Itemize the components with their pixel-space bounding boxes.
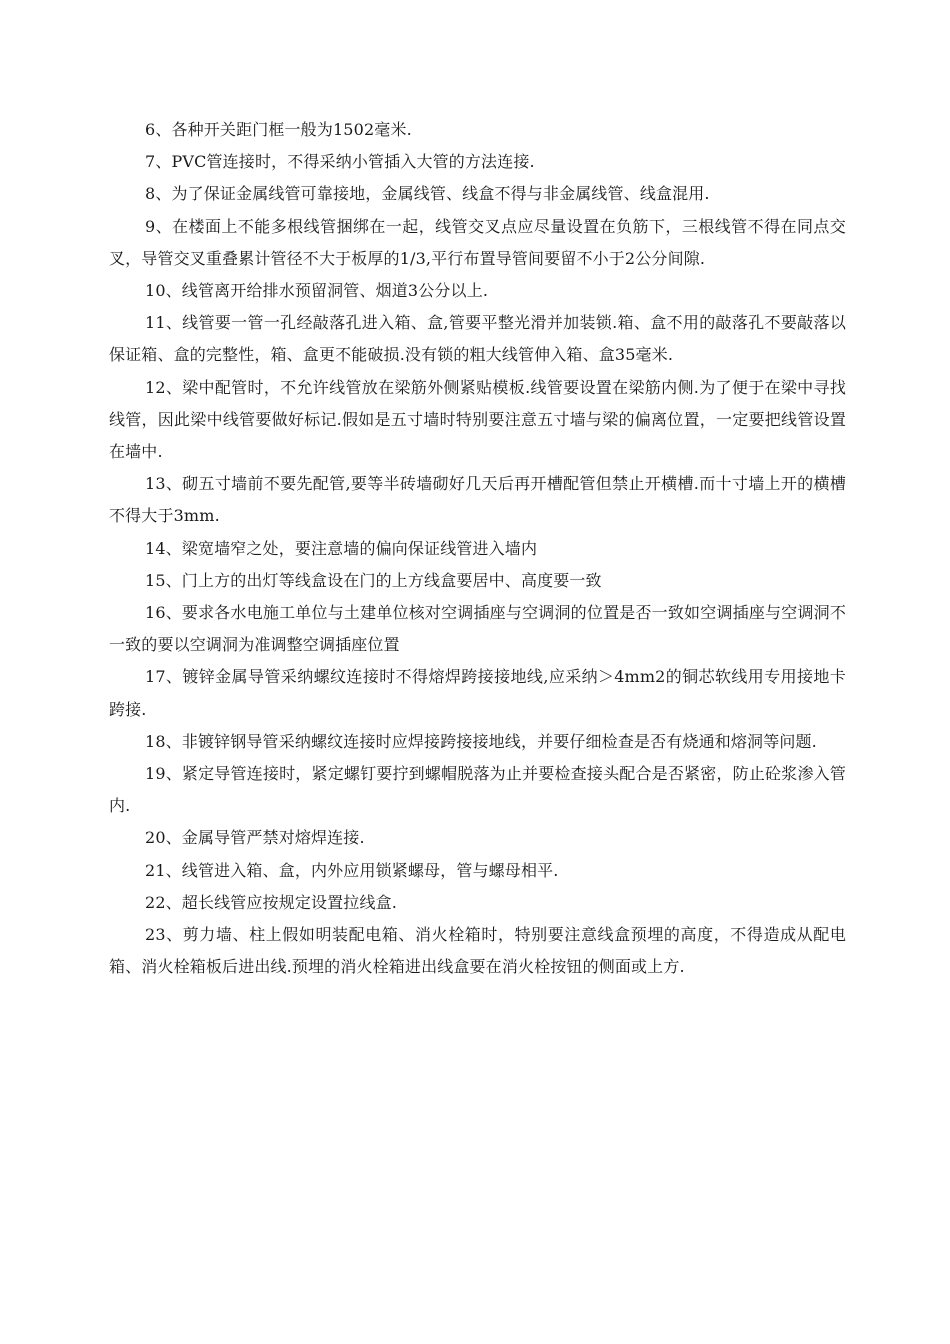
- document-body: [109, 114, 846, 983]
- paragraph-item-11: 11、线管要一管一孔经敲落孔进入箱、盒,管要平整光滑并加装锁.箱、盒不用的敲落孔不要敲落以保证箱、盒的完整性，箱、盒更不能破损.没有锁的粗大线管伸入箱、盒35毫米.: [109, 313, 846, 365]
- paragraph-item-10: 10、线管离开给排水预留洞管、烟道3公分以上.: [145, 281, 489, 301]
- paragraph-item-15: 15、门上方的出灯等线盒设在门的上方线盒要居中、高度要一致: [145, 570, 602, 590]
- paragraph-item-23: 23、剪力墙、柱上假如明装配电箱、消火栓箱时，特别要注意线盒预埋的高度，不得造成从配电箱、消火栓箱板后进出线.预埋的消火栓箱进出线盒要在消火栓按钮的侧面或上方.: [109, 925, 846, 977]
- paragraph-item-7: 7、PVC管连接时，不得采纳小管插入大管的方法连接.: [145, 152, 535, 172]
- paragraph-item-19: 19、紧定导管连接时，紧定螺钉要拧到螺帽脱落为止并要检查接头配合是否紧密，防止砼浆渗入管内.: [109, 764, 846, 816]
- paragraph-item-21: 21、线管进入箱、盒，内外应用锁紧螺母，管与螺母相平.: [145, 860, 559, 880]
- paragraph-item-17: 17、镀锌金属导管采纳螺纹连接时不得熔焊跨接接地线,应采纳＞4mm2的铜芯软线用专用接地卡跨接.: [109, 667, 846, 719]
- paragraph-item-9: 9、在楼面上不能多根线管捆绑在一起，线管交叉点应尽量设置在负筋下，三根线管不得在同点交叉，导管交叉重叠累计管径不大于板厚的1/3,平行布置导管间要留不小于2公分间隙.: [109, 216, 846, 268]
- paragraph-item-20: 20、金属导管严禁对熔焊连接.: [145, 828, 365, 848]
- paragraph-item-16: 16、要求各水电施工单位与土建单位核对空调插座与空调洞的位置是否一致如空调插座与空调洞不一致的要以空调洞为准调整空调插座位置: [109, 603, 846, 655]
- paragraph-item-12: 12、梁中配管时，不允许线管放在梁筋外侧紧贴模板.线管要设置在梁筋内侧.为了便于在梁中寻找线管，因此梁中线管要做好标记.假如是五寸墙时特别要注意五寸墙与梁的偏离位置，一定要把线管设置在墙中.: [109, 377, 846, 462]
- paragraph-item-13: 13、砌五寸墙前不要先配管,要等半砖墙砌好几天后再开槽配管但禁止开横槽.而十寸墙上开的横槽不得大于3mm.: [109, 474, 846, 526]
- paragraph-item-6: 6、各种开关距门框一般为1502毫米.: [145, 120, 412, 139]
- paragraph-item-18: 18、非镀锌钢导管采纳螺纹连接时应焊接跨接接地线，并要仔细检查是否有烧通和熔洞等问题.: [145, 731, 817, 751]
- paragraph-item-14: 14、梁宽墙窄之处，要注意墙的偏向保证线管进入墙内: [145, 538, 538, 558]
- paragraph-item-22: 22、超长线管应按规定设置拉线盒.: [145, 892, 397, 912]
- paragraph-item-8: 8、为了保证金属线管可靠接地，金属线管、线盒不得与非金属线管、线盒混用.: [145, 184, 710, 204]
